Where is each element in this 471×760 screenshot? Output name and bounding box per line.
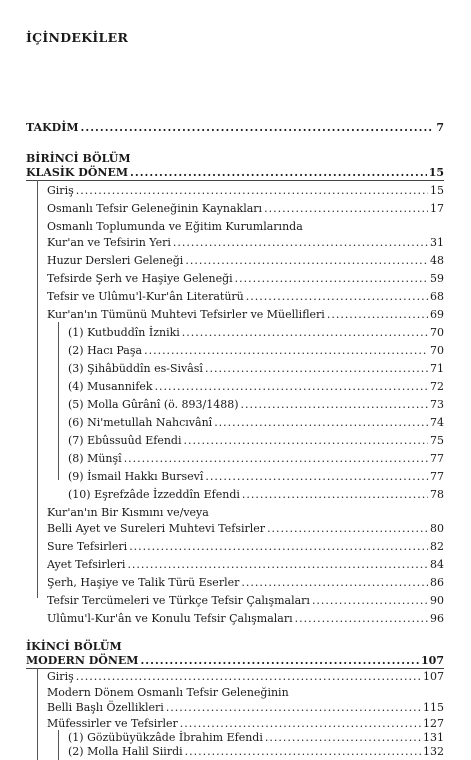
toc-entry-continued: Osmanlı Toplumunda ve Eğitim Kurumlarında	[47, 220, 303, 233]
toc-entry[interactable]	[68, 434, 444, 448]
toc-entry-page: 107	[421, 654, 444, 667]
toc-entry[interactable]	[68, 470, 444, 484]
toc-entry[interactable]	[47, 272, 444, 286]
toc-entry[interactable]	[47, 522, 444, 536]
toc-entry-page: 72	[430, 380, 444, 393]
dot-leader	[182, 326, 428, 340]
toc-entry[interactable]	[68, 452, 444, 466]
toc-entry[interactable]	[68, 488, 444, 502]
dot-leader	[166, 701, 421, 715]
dot-leader	[265, 731, 421, 745]
toc-entry-label: (1) Kutbuddîn İzniki	[68, 326, 180, 339]
toc-entry-page: 115	[423, 701, 444, 714]
toc-entry-takdim[interactable]	[26, 121, 444, 135]
toc-entry-page: 15	[428, 166, 444, 179]
toc-entry-page: 17	[430, 202, 444, 215]
toc-entry[interactable]	[68, 416, 444, 430]
toc-entry-label: Giriş	[47, 670, 74, 683]
toc-entry-page: 78	[430, 488, 444, 501]
toc-entry-label: (2) Hacı Paşa	[68, 344, 143, 357]
toc-entry-label: Huzur Dersleri Geleneği	[47, 254, 184, 267]
dot-leader	[214, 416, 428, 430]
toc-entry[interactable]	[68, 326, 444, 340]
part-title: BİRİNCİ BÖLÜM	[26, 152, 131, 165]
indent-rule	[58, 322, 59, 480]
toc-entry-page: 77	[430, 470, 444, 483]
toc-entry[interactable]	[47, 184, 444, 198]
toc-entry-page: 131	[423, 731, 444, 744]
toc-entry-label: Belli Ayet ve Sureleri Muhtevi Tefsirler	[47, 522, 266, 535]
toc-entry[interactable]	[47, 558, 444, 572]
toc-entry-continued: Modern Dönem Osmanlı Tefsir Geleneğinin	[47, 686, 289, 699]
toc-entry[interactable]	[47, 701, 444, 715]
toc-entry-page: 86	[430, 576, 444, 589]
toc-entry[interactable]	[47, 290, 444, 304]
toc-entry[interactable]	[68, 731, 444, 745]
toc-entry-page: 73	[430, 398, 444, 411]
toc-entry[interactable]	[47, 202, 444, 216]
toc-entry-page: 31	[430, 236, 444, 249]
toc-entry[interactable]	[47, 670, 444, 684]
divider	[26, 180, 444, 181]
toc-entry-page: 77	[430, 452, 444, 465]
toc-entry-label: MODERN DÖNEM	[26, 654, 139, 667]
toc-entry-label: Şerh, Haşiye ve Talik Türü Eserler	[47, 576, 240, 589]
toc-entry[interactable]	[68, 362, 444, 376]
toc-entry-page: 90	[430, 594, 444, 607]
dot-leader	[312, 594, 428, 608]
toc-entry-label: (8) Münşî	[68, 452, 122, 465]
toc-entry[interactable]	[47, 540, 444, 554]
toc-entry-page: 82	[430, 540, 444, 553]
indent-rule	[37, 180, 38, 598]
toc-entry[interactable]	[68, 398, 444, 412]
dot-leader	[144, 344, 428, 358]
toc-entry-label: TAKDİM	[26, 121, 79, 134]
dot-leader	[127, 558, 428, 572]
toc-entry[interactable]	[47, 308, 444, 322]
dot-leader	[241, 398, 428, 412]
toc-entry[interactable]	[47, 236, 444, 250]
part-subtitle-entry[interactable]	[26, 654, 444, 668]
dot-leader	[76, 184, 428, 198]
toc-entry-page: 59	[430, 272, 444, 285]
toc-entry-label: Tefsir ve Ulûmu'l-Kur'ân Literatürü	[47, 290, 244, 303]
part-title: İKİNCİ BÖLÜM	[26, 640, 122, 653]
dot-leader	[129, 540, 428, 554]
dot-leader	[264, 202, 428, 216]
indent-rule	[37, 668, 38, 760]
toc-entry-page: 70	[430, 326, 444, 339]
toc-entry-label: Tefsir Tercümeleri ve Türkçe Tefsir Çalışmaları	[47, 594, 310, 607]
toc-entry-label: Giriş	[47, 184, 74, 197]
toc-entry-page: 132	[423, 745, 444, 758]
dot-leader	[242, 488, 428, 502]
dot-leader	[241, 576, 428, 590]
toc-entry-page: 48	[430, 254, 444, 267]
dot-leader	[180, 717, 421, 731]
dot-leader	[235, 272, 428, 286]
toc-entry-label: KLASİK DÖNEM	[26, 166, 129, 179]
dot-leader	[173, 236, 428, 250]
dot-leader	[185, 254, 428, 268]
toc-entry-label: (9) İsmail Hakkı Bursevî	[68, 470, 204, 483]
dot-leader	[267, 522, 428, 536]
toc-entry-page: 107	[423, 670, 444, 683]
toc-entry-label: (6) Ni'metullah Nahcıvânî	[68, 416, 213, 429]
part-subtitle-entry[interactable]	[26, 166, 444, 180]
toc-entry-label: Sure Tefsirleri	[47, 540, 128, 553]
toc-entry[interactable]	[47, 717, 444, 731]
dot-leader	[185, 745, 421, 759]
toc-entry-page: 74	[430, 416, 444, 429]
toc-entry-page: 84	[430, 558, 444, 571]
dot-leader	[130, 166, 427, 180]
toc-entry-page: 96	[430, 612, 444, 625]
toc-entry[interactable]	[47, 576, 444, 590]
toc-entry[interactable]	[47, 594, 444, 608]
toc-entry-label: Ayet Tefsirleri	[47, 558, 126, 571]
toc-entry-page: 68	[430, 290, 444, 303]
toc-entry-label: (7) Ebûssuûd Efendi	[68, 434, 182, 447]
toc-entry-label: (2) Molla Halil Siirdi	[68, 745, 183, 758]
toc-entry-label: Belli Başlı Özellikleri	[47, 701, 164, 714]
toc-entry-label: (3) Şihâbüddîn es-Sivâsî	[68, 362, 203, 375]
toc-entry-label: (1) Gözübüyükzâde İbrahim Efendi	[68, 731, 263, 744]
toc-entry-page: 15	[430, 184, 444, 197]
toc-entry[interactable]	[68, 380, 444, 394]
toc-entry[interactable]	[47, 612, 444, 626]
toc-entry-page: 7	[436, 121, 444, 134]
dot-leader	[184, 434, 429, 448]
divider	[26, 668, 444, 669]
toc-entry-continued: Kur'an'ın Bir Kısmını ve/veya	[47, 506, 209, 519]
dot-leader	[295, 612, 428, 626]
toc-entry-label: Kur'an'ın Tümünü Muhtevi Tefsirler ve Müellifleri	[47, 308, 325, 321]
dot-leader	[140, 654, 419, 668]
toc-entry-label: (5) Molla Gûrânî (ö. 893/1488)	[68, 398, 239, 411]
toc-entry[interactable]	[68, 745, 444, 759]
toc-entry-page: 75	[430, 434, 444, 447]
toc-entry-label: (10) Eşrefzâde İzzeddîn Efendi	[68, 488, 240, 501]
toc-entry-page: 127	[423, 717, 444, 730]
dot-leader	[155, 380, 428, 394]
dot-leader	[76, 670, 421, 684]
toc-entry-page: 80	[430, 522, 444, 535]
page-title: İÇİNDEKİLER	[26, 30, 129, 45]
dot-leader	[205, 470, 428, 484]
dot-leader	[124, 452, 428, 466]
indent-rule	[58, 730, 59, 760]
dot-leader	[81, 121, 435, 135]
toc-entry[interactable]	[47, 254, 444, 268]
toc-entry[interactable]	[68, 344, 444, 358]
toc-entry-label: (4) Musannifek	[68, 380, 153, 393]
toc-entry-label: Kur'an ve Tefsirin Yeri	[47, 236, 171, 249]
dot-leader	[205, 362, 428, 376]
toc-entry-label: Tefsirde Şerh ve Haşiye Geleneği	[47, 272, 233, 285]
dot-leader	[327, 308, 428, 322]
dot-leader	[246, 290, 428, 304]
toc-entry-label: Osmanlı Tefsir Geleneğinin Kaynakları	[47, 202, 263, 215]
toc-entry-label: Ulûmu'l-Kur'ân ve Konulu Tefsir Çalışmaları	[47, 612, 293, 625]
toc-entry-label: Müfessirler ve Tefsirler	[47, 717, 178, 730]
toc-entry-page: 71	[430, 362, 444, 375]
toc-entry-page: 70	[430, 344, 444, 357]
toc-entry-page: 69	[430, 308, 444, 321]
